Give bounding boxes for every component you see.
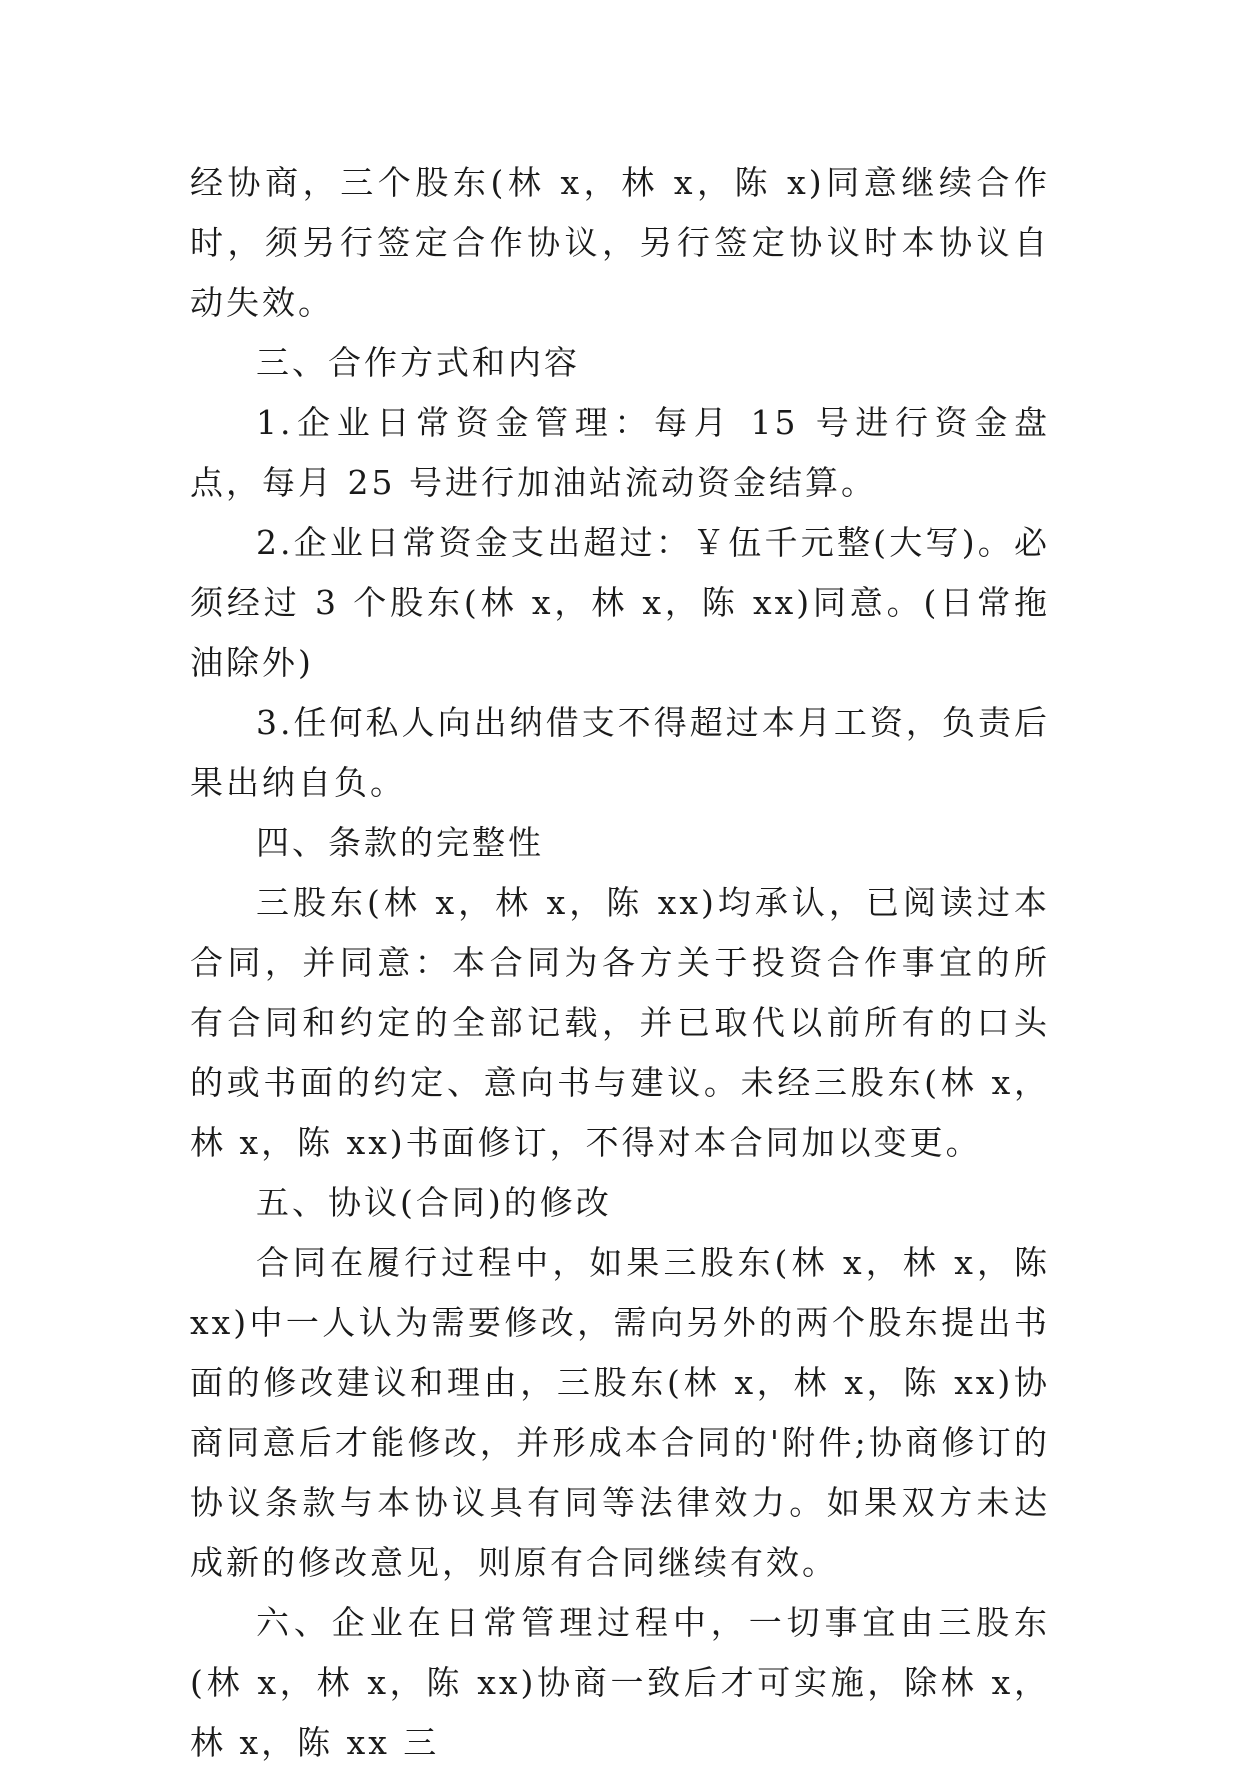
section-heading-4: 四、条款的完整性 bbox=[256, 823, 544, 862]
clause-3-2: 2.企业日常资金支出超过：￥伍千元整(大写)。必须经过 3 个股东(林 x，林 x，陈 xx)同意。(日常拖油除外) bbox=[190, 523, 1050, 682]
clause-3-3: 3.任何私人向出纳借支不得超过本月工资，负责后果出纳自负。 bbox=[190, 703, 1050, 802]
section-heading-3: 三、合作方式和内容 bbox=[256, 343, 580, 382]
paragraph-continuation: 经协商，三个股东(林 x，林 x，陈 x)同意继续合作时，须另行签定合作协议，另行签定协议时本协议自动失效。 bbox=[190, 163, 1050, 322]
section-5-body: 合同在履行过程中，如果三股东(林 x，林 x，陈 xx)中一人认为需要修改，需向另外的两个股东提出书面的修改建议和理由，三股东(林 x，林 x，陈 xx)协商同意后才能修改，并形成本合同的'附件;协商修订的协议条款与本协议具有同等法律效力。如果双方未达成新的修改意见，则原有合同继续有效。 bbox=[190, 1243, 1050, 1582]
section-4-body: 三股东(林 x，林 x，陈 xx)均承认，已阅读过本合同，并同意：本合同为各方关于投资合作事宜的所有合同和约定的全部记载，并已取代以前所有的口头的或书面的约定、意向书与建议。未经三股东(林 x，林 x，陈 xx)书面修订，不得对本合同加以变更。 bbox=[190, 883, 1050, 1162]
document-body bbox=[190, 153, 1050, 1773]
section-6-body: 六、企业在日常管理过程中，一切事宜由三股东(林 x，林 x，陈 xx)协商一致后才可实施，除林 x，林 x，陈 xx 三 bbox=[190, 1603, 1050, 1762]
clause-3-1: 1.企业日常资金管理：每月 15 号进行资金盘点，每月 25 号进行加油站流动资金结算。 bbox=[190, 403, 1050, 502]
section-heading-5: 五、协议(合同)的修改 bbox=[256, 1183, 612, 1222]
